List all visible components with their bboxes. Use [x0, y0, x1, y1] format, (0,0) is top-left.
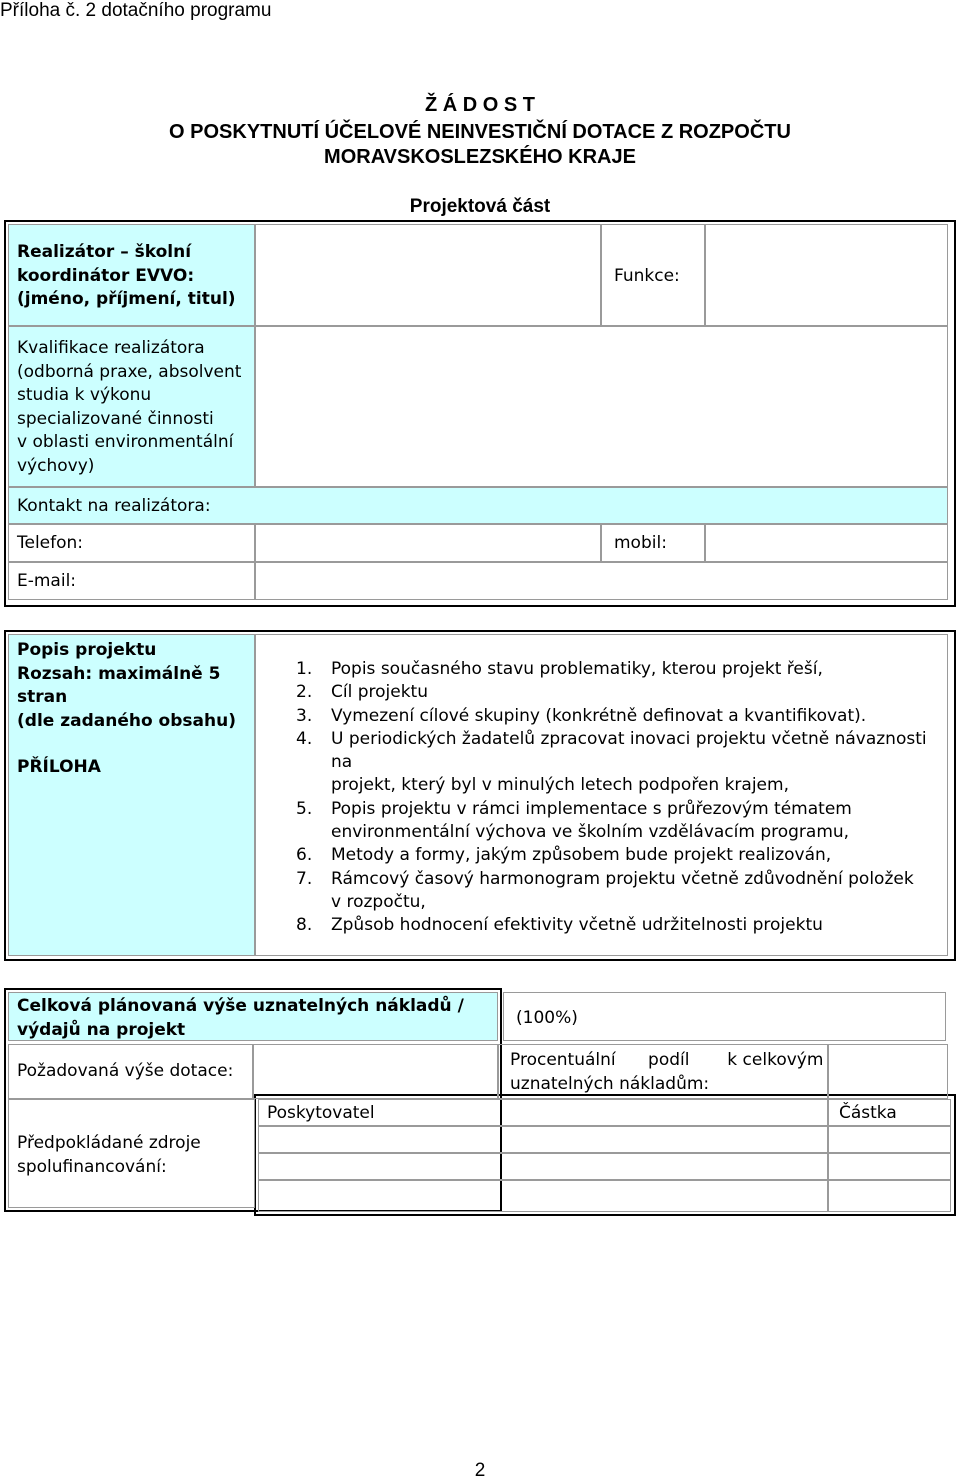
project-requirement-text: projekt, který byl v minulých letech podpořen krajem,	[331, 775, 789, 796]
amount-header	[828, 1099, 951, 1126]
realizer-name-field[interactable]	[255, 224, 601, 326]
realizer-label-line2: koordinátor EVVO:	[17, 265, 195, 286]
project-requirement-number: 8.	[296, 915, 313, 936]
project-label-line1: Popis projektu	[17, 640, 157, 660]
percent-share-line1: Procentuální podíl k celkovým	[510, 1050, 824, 1070]
project-requirement-number: 4.	[296, 728, 313, 749]
realizer-label-line3: (jméno, příjmení, titul)	[17, 289, 236, 309]
function-label-cell	[601, 224, 705, 326]
project-requirement-text: environmentální výchova ve školním vzdělávacím programu,	[331, 822, 850, 843]
title-line-3: MORAVSKOSLEZSKÉHO KRAJE	[324, 146, 636, 168]
provider-column-label: Poskytovatel	[267, 1103, 375, 1123]
project-label-line2: Rozsah: maximálně 5	[17, 663, 221, 684]
qualification-line-6: výchovy)	[17, 455, 95, 476]
project-requirement-item	[296, 658, 947, 681]
cofinancing-line2: spolufinancování:	[17, 1156, 167, 1177]
project-requirement-number: 3.	[296, 705, 313, 726]
project-requirement-item	[296, 798, 947, 845]
total-costs-line2: výdajů na projekt	[17, 1019, 186, 1040]
total-costs-field[interactable]	[503, 992, 946, 1041]
attachment-label: Příloha č. 2 dotačního programu	[0, 0, 272, 21]
percent-share-line2: uznatelných nákladům:	[510, 1073, 710, 1094]
total-costs-label-cell	[8, 992, 498, 1041]
provider-cell-row1[interactable]	[258, 1126, 828, 1153]
function-field[interactable]	[705, 224, 948, 326]
title-line-2: O POSKYTNUTÍ ÚČELOVÉ NEINVESTIČNÍ DOTACE Z ROZPOČTU	[169, 121, 791, 143]
provider-cell-row2[interactable]	[258, 1153, 828, 1180]
email-label-cell	[8, 562, 255, 600]
project-requirement-item	[296, 705, 947, 728]
project-requirement-number: 2.	[296, 682, 313, 703]
project-requirement-number: 1.	[296, 659, 313, 679]
total-percent: (100%)	[516, 1008, 578, 1028]
project-label-line3: stran	[17, 687, 68, 707]
qualification-line-2: (odborná praxe, absolvent	[17, 361, 242, 382]
email-label: E-mail:	[17, 571, 77, 591]
phone-field[interactable]	[255, 524, 601, 562]
mobile-label-cell	[601, 524, 705, 562]
page-number: 2	[474, 1460, 486, 1481]
project-requirement-text: Rámcový časový harmonogram projektu včetně zdůvodnění položek	[331, 868, 914, 889]
function-label: Funkce:	[614, 266, 680, 286]
project-attachment-label: PŘÍLOHA	[17, 757, 101, 777]
requested-field[interactable]	[253, 1044, 498, 1099]
qualification-line-3: studia k výkonu	[17, 385, 152, 405]
total-costs-line1: Celková plánovaná výše uznatelných nákladů /	[17, 996, 464, 1016]
cofinancing-label-cell	[8, 1099, 255, 1208]
contact-label: Kontakt na realizátora:	[17, 496, 211, 516]
requested-label-cell	[8, 1044, 253, 1099]
amount-cell-row1[interactable]	[828, 1126, 951, 1153]
phone-label: Telefon:	[17, 533, 84, 553]
project-content-cell	[255, 634, 948, 956]
provider-header	[258, 1099, 828, 1126]
project-requirement-text: Popis současného stavu problematiky, kterou projekt řeší,	[331, 659, 823, 679]
project-requirement-text: U periodických žadatelů zpracovat inovaci projektu včetně návaznosti na	[331, 728, 927, 773]
project-requirement-item	[296, 844, 947, 867]
project-requirement-text: Popis projektu v rámci implementace s průřezovým tématem	[331, 798, 852, 819]
project-requirement-number: 5.	[296, 798, 313, 819]
project-requirement-text: Cíl projektu	[331, 682, 428, 703]
contact-header-cell	[8, 487, 948, 524]
project-requirement-number: 6.	[296, 845, 313, 866]
project-requirement-item	[296, 728, 947, 798]
phone-label-cell	[8, 524, 255, 562]
project-requirement-text: v rozpočtu,	[331, 891, 426, 912]
qualification-line-1: Kvalifikace realizátora	[17, 338, 205, 358]
qualification-line-4: specializované činnosti	[17, 408, 214, 429]
mobile-label: mobil:	[614, 533, 667, 553]
qualification-field[interactable]	[255, 326, 948, 487]
email-field[interactable]	[255, 562, 948, 600]
realizer-label-cell	[8, 224, 255, 326]
cofinancing-line1: Předpokládané zdroje	[17, 1133, 201, 1153]
requested-label: Požadovaná výše dotace:	[17, 1061, 234, 1081]
amount-column-label: Částka	[839, 1103, 897, 1123]
qualification-label-cell	[8, 326, 255, 487]
project-label-line4: (dle zadaného obsahu)	[17, 710, 236, 731]
qualification-line-5: v oblasti environmentální	[17, 432, 234, 452]
project-requirement-item	[296, 681, 947, 704]
subtitle: Projektová část	[409, 196, 551, 217]
project-requirements-list	[296, 658, 947, 938]
percent-share-label-cell	[498, 1044, 828, 1099]
amount-cell-row3[interactable]	[828, 1180, 951, 1212]
mobile-field[interactable]	[705, 524, 948, 562]
project-requirement-text: Metody a formy, jakým způsobem bude projekt realizován,	[331, 845, 832, 866]
project-requirement-number: 7.	[296, 868, 313, 889]
project-requirement-text: Vymezení cílové skupiny (konkrétně definovat a kvantifikovat).	[331, 705, 867, 726]
project-requirement-text: Způsob hodnocení efektivity včetně udržitelnosti projektu	[331, 915, 823, 936]
percent-share-field[interactable]	[828, 1044, 948, 1099]
amount-cell-row2[interactable]	[828, 1153, 951, 1180]
title-line-1: Ž Á D O S T	[425, 94, 535, 116]
project-label-cell	[8, 634, 255, 956]
provider-cell-row3[interactable]	[258, 1180, 828, 1212]
project-requirement-item	[296, 868, 947, 915]
project-requirement-item	[296, 914, 947, 937]
realizer-label-line1: Realizátor – školní	[17, 242, 192, 262]
